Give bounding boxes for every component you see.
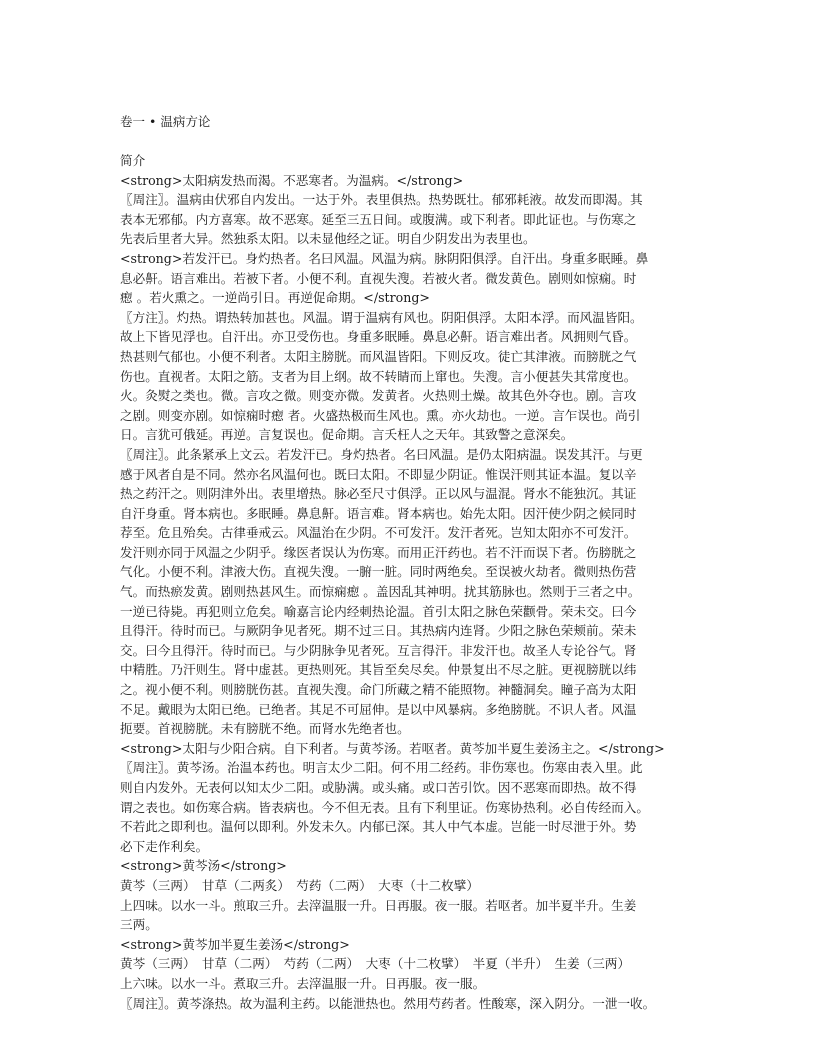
text-line: 〖周注〗。此条紧承上文云。若发汗已。身灼热者。名曰风温。是仍太阳病温。误发其汗。与更 (120, 446, 643, 462)
text-line: <strong>若发汗已。身灼热者。名曰风温。风温为病。脉阴阳俱浮。自汗出。身重多眠睡。鼻 (120, 250, 649, 266)
text-line: 表本无邪郁。内方喜寒。故不恶寒。延至三五日间。或腹满。或下利者。即此证也。与伤寒之 (120, 211, 637, 227)
text-line: 上六味。以水一斗。煮取三升。去滓温服一升。日再服。夜一服。 (120, 975, 486, 991)
text-line: 不足。戴眼为太阳已绝。已绝者。其足不可屈伸。是以中风暴病。多绝膀胱。不识人者。风温 (120, 701, 637, 717)
text-line: 先表后里者大异。然独系太阳。以未显他经之证。明自少阴发出为表里也。 (120, 231, 536, 247)
text-line: 一逆已待毙。再犯则立危矣。喻嘉言论内经刺热论温。首引太阳之脉色荣颧骨。荣未交。曰今 (120, 603, 637, 619)
text-line: 〖周注〗。黄芩汤。治温本药也。明言太少二阳。何不用二经药。非伤寒也。伤寒由表入里。此 (120, 760, 643, 776)
chapter-heading: 卷一 • 温病方论 (120, 114, 211, 129)
text-line: 瘛 。若火熏之。一逆尚引日。再逆促命期。</strong> (120, 290, 430, 306)
text-line: <strong>太阳病发热而渴。不恶寒者。为温病。</strong> (120, 172, 464, 188)
text-line: 〖周注〗。温病由伏邪自内发出。一达于外。表里俱热。热势既壮。郁邪耗液。故发而即渴。其 (120, 192, 643, 208)
text-line: 不若此之即利也。温何以即利。外发未久。内郁已深。其人中气本虚。岂能一时尽泄于外。势 (120, 819, 637, 835)
text-line: 且得汗。待时而已。与厥阴争见者死。期不过三日。其热病内连肾。少阳之脉色荣颊前。荣未 (120, 623, 637, 639)
text-line: 日。言犹可俄延。再逆。言复误也。促命期。言夭枉人之天年。其致警之意深矣。 (120, 427, 574, 443)
text-line: <strong>黄芩汤</strong> (120, 858, 287, 874)
text-line: 交。曰今且得汗。待时而已。与少阴脉争见者死。互言得汗。非发汗也。故圣人专论谷气。肾 (120, 642, 637, 658)
text-line: 扼要。首视膀胱。未有膀胱不绝。而肾水先绝者也。 (120, 721, 410, 737)
document-page (120, 112, 700, 1013)
text-line: 则自内发外。无表何以知太少二阳。或胁满。或头痛。或口苦引饮。因不恶寒而即热。故不得 (120, 780, 637, 795)
text-line: 谓之表也。如伤寒合病。皆表病也。今不但无表。且有下利里证。伤寒协热利。必自传经而入。 (120, 799, 649, 815)
text-line: 简介 (120, 153, 146, 168)
text-line: 故上下皆见浮也。自汗出。亦卫受伤也。身重多眠睡。鼻息必鼾。语言难出者。风拥则气昏。 (120, 329, 637, 345)
text-line: 热甚则气郁也。小便不利者。太阳主膀胱。而风温皆阳。下则反攻。徒亡其津液。而膀胱之气 (120, 348, 637, 364)
text-line: 之剧。则变亦剧。如惊痫时瘛 者。火盛热极而生风也。熏。亦火劫也。一逆。言乍误也。尚引 (120, 407, 641, 423)
text-line: 自汗身重。肾本病也。多眠睡。鼻息鼾。语言难。肾本病也。始先太阳。因汗使少阴之候同时 (120, 505, 637, 521)
text-line: 三两。 (120, 917, 158, 933)
document-body (120, 151, 700, 1013)
text-line: <strong>太阳与少阳合病。自下利者。与黄芩汤。若呕者。黄芩加半夏生姜汤主之。</strong> (120, 740, 665, 756)
text-line: 感于风者自是不同。然亦名风温何也。既曰太阳。不即显少阴证。惟误汗则其证本温。复以辛 (120, 466, 637, 482)
text-line: 之。视小便不利。则膀胱伤甚。直视失溲。命门所藏之精不能照物。神髓洞矣。瞳子高为太阳 (120, 682, 637, 698)
text-line: <strong>黄芩加半夏生姜汤</strong> (120, 936, 350, 952)
text-line: 息必鼾。语言难出。若被下者。小便不利。直视失溲。若被火者。微发黄色。剧则如惊痫。时 (120, 270, 637, 286)
text-line: 伤也。直视者。太阳之筋。支者为目上纲。故不转睛而上窜也。失溲。言小便甚失其常度也。 (120, 368, 637, 384)
text-line: 气。而热瘀发黄。剧则热甚风生。而惊痫瘛 。盖因乱其神明。扰其筋脉也。然则于三者之中。 (120, 584, 641, 600)
text-line: 发汗则亦同于风温之少阴乎。缘医者误认为伤寒。而用正汗药也。若不汗而误下者。伤膀胱之 (120, 544, 637, 560)
text-line: 荐至。危且殆矣。古律垂戒云。风温治在少阴。不可发汗。发汗者死。岂知太阳亦不可发汗。 (120, 525, 637, 541)
text-line: 黄芩（三两） 甘草（二两） 芍药（二两） 大枣（十二枚擘） 半夏（半升） 生姜（三两） (120, 956, 631, 972)
text-line: 上四味。以水一斗。煎取三升。去滓温服一升。日再服。夜一服。若呕者。加半夏半升。生姜 (120, 897, 637, 913)
text-line: 黄芩（三两） 甘草（二两炙） 芍药（二两） 大枣（十二枚擘） (120, 877, 479, 893)
text-line: 火。灸熨之类也。微。言攻之微。则变亦微。发黄者。火热则土燥。故其色外夺也。剧。言攻 (120, 388, 637, 404)
text-line: 〖周注〗。黄芩涤热。故为温利主药。以能泄热也。然用芍药者。性酸寒，深入阴分。一泄一收。 (120, 995, 656, 1011)
text-line: 必下走作利矣。 (120, 838, 209, 854)
text-line: 气化。小便不利。津液大伤。直视失溲。一腑一脏。同时两绝矣。至误被火劫者。微则热伤营 (120, 564, 637, 580)
text-line: 〖方注〗。灼热。谓热转加甚也。风温。谓于温病有风也。阴阳俱浮。太阳本浮。而风温皆阳。 (120, 309, 643, 325)
text-line: 中精胜。乃汗则生。肾中虚甚。更热则死。其旨至矣尽矣。仲景复出不尽之脏。更视膀胱以纬 (120, 662, 637, 678)
text-line: 热之药汗之。则阴津外出。表里增热。脉必至尺寸俱浮。正以风与温混。肾水不能独沉。其证 (120, 486, 637, 502)
